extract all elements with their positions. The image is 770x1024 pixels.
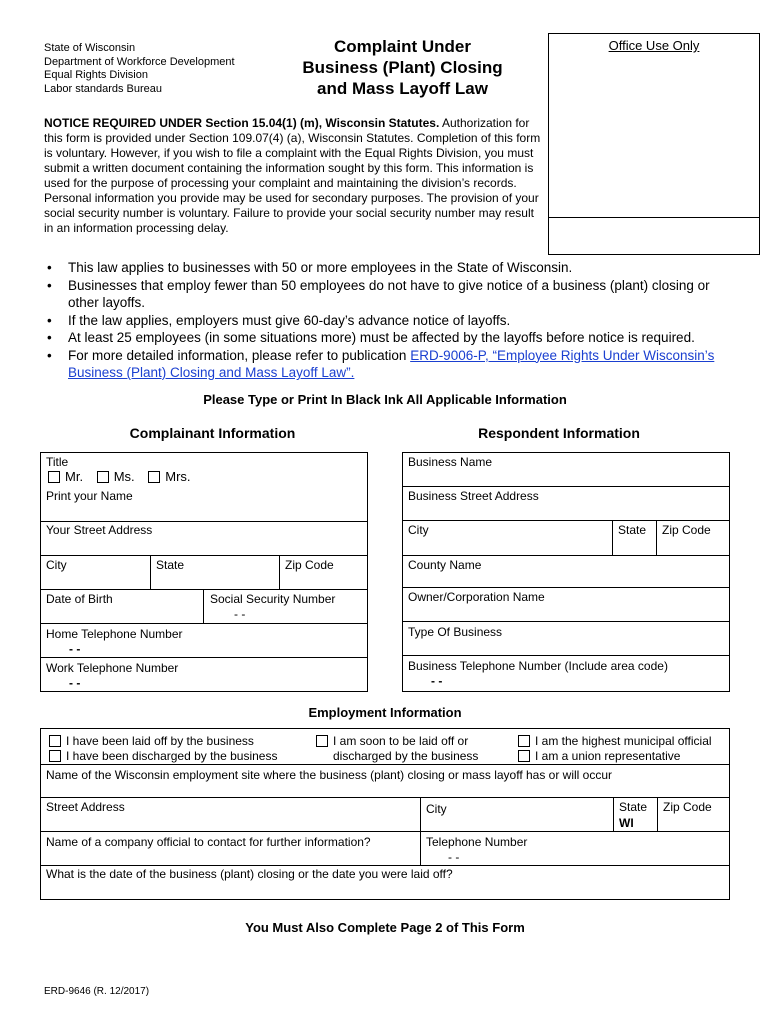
business-street-field[interactable]: Business Street Address (408, 489, 539, 503)
title-options: Mr. Ms. Mrs. (43, 467, 196, 487)
bullet-item: • At least 25 employees (in some situations more) must be affected by the layoffs before notice is required. (44, 329, 734, 347)
owner-field[interactable]: Owner/Corporation Name (408, 590, 545, 604)
ssn-value: - - (234, 607, 246, 621)
work-phone-value: - - (69, 676, 81, 690)
union-rep-checkbox[interactable] (518, 750, 530, 762)
official-option: I am the highest municipal official I am a union representative (513, 731, 717, 767)
zip-field[interactable]: Zip Code (285, 558, 334, 572)
soon-laid-off-checkbox[interactable] (316, 735, 328, 747)
closing-date-field[interactable]: What is the date of the business (plant) closing or the date you were laid off? (46, 867, 453, 881)
municipal-official-checkbox[interactable] (518, 735, 530, 747)
business-type-field[interactable]: Type Of Business (408, 625, 503, 639)
page2-note: You Must Also Complete Page 2 of This Form (245, 920, 525, 935)
agency-line-division: Equal Rights Division (44, 69, 148, 81)
business-city-field[interactable]: City (408, 523, 429, 537)
county-field[interactable]: County Name (408, 558, 482, 572)
mrs-checkbox[interactable] (148, 471, 160, 483)
agency-line-department: Department of Workforce Development (44, 55, 235, 68)
home-phone-value: - - (69, 642, 81, 656)
site-street-field[interactable]: Street Address (46, 800, 125, 814)
state-field[interactable]: State (156, 558, 185, 572)
bullet-item: • This law applies to businesses with 50 or more employees in the State of Wisconsin. (44, 259, 734, 277)
agency-line-bureau: Labor standards Bureau (44, 82, 163, 95)
bullet-item: • For more detailed information, please refer to publication ERD-9006-P, “Employee Rights Under Wisconsin’s Business (Plant) Closing and Mass Layoff Law”. (44, 347, 734, 382)
work-phone-field[interactable]: Work Telephone Number (46, 661, 179, 675)
bullet-item: • Businesses that employ fewer than 50 employees do not have to give notice of a business (plant) closing or other layoffs. (44, 277, 734, 312)
employment-heading: Employment Information (308, 705, 462, 720)
form-title: Complaint Under Business (Plant) Closing and Mass Layoff Law (302, 37, 503, 98)
official-phone-field[interactable]: Telephone Number (426, 835, 528, 849)
info-bullets (44, 259, 734, 382)
business-zip-field[interactable]: Zip Code (662, 523, 711, 537)
business-phone-field[interactable]: Business Telephone Number (Include area code) (408, 659, 668, 673)
official-phone-value: - - (448, 850, 460, 864)
ssn-field[interactable]: Social Security Number (210, 592, 336, 606)
street-field[interactable]: Your Street Address (46, 523, 153, 537)
home-phone-field[interactable]: Home Telephone Number (46, 627, 183, 641)
site-zip-field[interactable]: Zip Code (663, 800, 712, 814)
site-city-field[interactable]: City (426, 802, 447, 816)
bullet-item: • If the law applies, employers must give 60-day’s advance notice of layoffs. (44, 312, 734, 330)
laid-off-option: I have been laid off by the business I have been discharged by the business (44, 731, 282, 767)
form-code: ERD-9646 (R. 12/2017) (44, 986, 150, 997)
complainant-heading: Complainant Information (129, 425, 296, 441)
respondent-heading: Respondent Information (478, 425, 640, 441)
title-label: Title (46, 455, 69, 469)
ms-checkbox[interactable] (97, 471, 109, 483)
instruction-text: Please Type or Print In Black Ink All Applicable Information (203, 392, 567, 407)
laid-off-checkbox[interactable] (49, 735, 61, 747)
business-name-field[interactable]: Business Name (408, 455, 493, 469)
business-state-field[interactable]: State (618, 523, 647, 537)
soon-laid-off-option: I am soon to be laid off or discharged by the business (311, 731, 483, 767)
agency-block (44, 42, 235, 96)
privacy-notice (44, 116, 544, 236)
site-state-field[interactable]: State (619, 800, 648, 814)
city-field[interactable]: City (46, 558, 67, 572)
notice-text: Authorization for this form is provided under Section 109.07(4) (a), Wisconsin Statutes. Completion of this form is voluntary. However, if you wish to file a complaint with the Equal Rights Division, you must submit a written document containing the information sought by this form. This information is used for the purpose of processing your complaint and maintaining the division’s records. Personal information you provide may be used for secondary purposes. The provision of your social security number is voluntary. Failure to provide your social security number may result in an information processing delay. (44, 116, 541, 235)
dob-field[interactable]: Date of Birth (46, 592, 113, 606)
notice-bold: NOTICE REQUIRED UNDER Section 15.04(1) (m), Wisconsin Statutes. (44, 116, 440, 130)
company-official-field[interactable]: Name of a company official to contact for further information? (46, 835, 371, 849)
mr-checkbox[interactable] (48, 471, 60, 483)
office-use-box (548, 33, 760, 255)
agency-line-state: State of Wisconsin (44, 42, 136, 54)
discharged-checkbox[interactable] (49, 750, 61, 762)
site-state-value: WI (619, 816, 634, 830)
site-name-field[interactable]: Name of the Wisconsin employment site where the business (plant) closing or mass layoff has or will occur (46, 768, 613, 782)
publication-link[interactable]: ERD-9006-P, “Employee Rights Under Wisconsin’s Business (Plant) Closing and Mass Layoff Law”. (68, 347, 715, 380)
office-use-label: Office Use Only (608, 38, 700, 53)
business-phone-value: - - (431, 674, 443, 688)
name-field[interactable]: Print your Name (46, 489, 133, 503)
